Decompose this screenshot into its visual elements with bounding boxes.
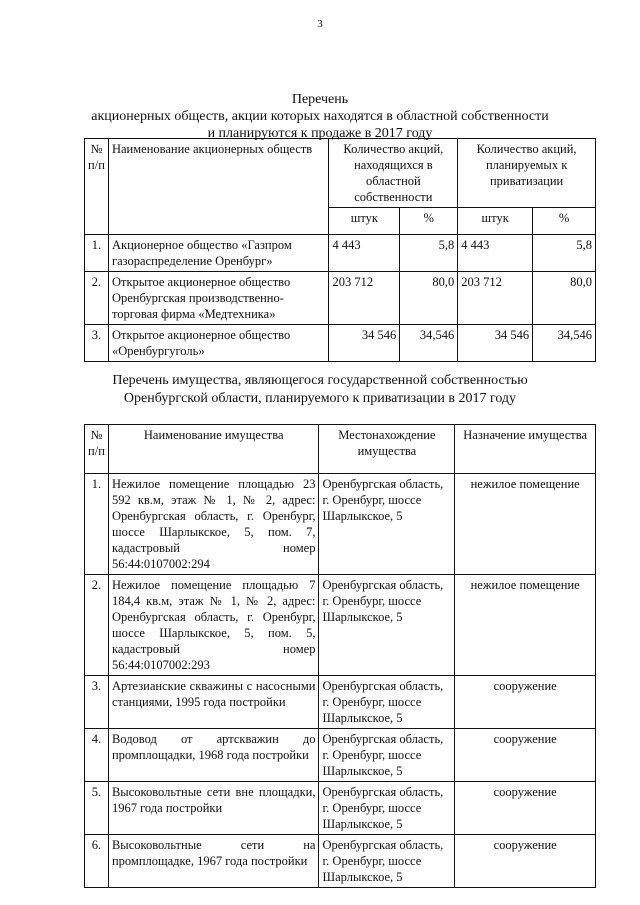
row-name: Акционерное общество «Газпром газораспределение Оренбург» [108, 235, 328, 272]
row-owned-pct: 34,546 [400, 325, 458, 362]
table-row [85, 235, 596, 272]
row-num: 5. [85, 782, 109, 835]
header-owned: Количество акций, находящихся в областной собственности [329, 139, 458, 208]
table-header-row [85, 425, 596, 474]
row-plan-pct: 5,8 [533, 235, 596, 272]
section1-title [0, 91, 640, 142]
header-planned-pcs: штук [458, 208, 533, 235]
table-row [85, 676, 596, 729]
header-name: Наименование имущества [108, 425, 319, 474]
row-num: 6. [85, 835, 109, 888]
row-num: 4. [85, 729, 109, 782]
row-name: Высоковольтные сети вне площадки, 1967 года постройки [108, 782, 319, 835]
row-name: Водовод от артскважин до промплощадки, 1968 года постройки [108, 729, 319, 782]
table-row [85, 729, 596, 782]
row-name: Артезианские скважины с насосными станциями, 1995 года постройки [108, 676, 319, 729]
header-owned-pct: % [400, 208, 458, 235]
row-num: 1. [85, 235, 109, 272]
table-row [85, 782, 596, 835]
table-row [85, 575, 596, 676]
section2-title-line: Перечень имущества, являющегося государственной собственностью [112, 373, 528, 388]
row-location: Оренбургская область, г. Оренбург, шоссе Шарлыкское, 5 [319, 835, 455, 888]
row-owned-pcs: 34 546 [329, 325, 400, 362]
row-owned-pct: 5,8 [400, 235, 458, 272]
row-owned-pcs: 203 712 [329, 272, 400, 325]
header-num: № п/п [85, 139, 109, 235]
row-purpose: сооружение [455, 835, 596, 888]
row-location: Оренбургская область, г. Оренбург, шоссе Шарлыкское, 5 [319, 729, 455, 782]
row-num: 2. [85, 575, 109, 676]
section1-title-line: и планируются к продаже в 2017 году [207, 126, 433, 141]
table-header-row [85, 139, 596, 208]
header-location: Местонахождение имущества [319, 425, 455, 474]
row-location: Оренбургская область, г. Оренбург, шоссе Шарлыкское, 5 [319, 676, 455, 729]
shares-table [84, 138, 596, 362]
row-name: Открытое акционерное общество «Оренбургуголь» [108, 325, 328, 362]
header-num: № п/п [85, 425, 109, 474]
row-num: 1. [85, 474, 109, 575]
row-num: 2. [85, 272, 109, 325]
row-purpose: нежилое помещение [455, 575, 596, 676]
header-planned: Количество акций, планируемых к приватизации [458, 139, 596, 208]
row-location: Оренбургская область, г. Оренбург, шоссе Шарлыкское, 5 [319, 782, 455, 835]
table-row [85, 835, 596, 888]
property-table [84, 424, 596, 888]
section2-title [0, 372, 640, 408]
row-purpose: сооружение [455, 782, 596, 835]
table-row [85, 325, 596, 362]
row-plan-pct: 80,0 [533, 272, 596, 325]
section1-title-line: акционерных обществ, акции которых находятся в областной собственности [91, 109, 549, 124]
row-plan-pcs: 34 546 [458, 325, 533, 362]
section2-title-line: Оренбургской области, планируемого к приватизации в 2017 году [123, 391, 517, 406]
row-num: 3. [85, 325, 109, 362]
table-row [85, 272, 596, 325]
row-owned-pct: 80,0 [400, 272, 458, 325]
row-name: Нежилое помещение площадью 7 184,4 кв.м, этаж № 1, № 2, адрес: Оренбургская область, г. Оренбург, шоссе Шарлыкское, 5, пом. 5, кадастровый номер 56:44:0107002:293 [108, 575, 319, 676]
row-location: Оренбургская область, г. Оренбург, шоссе Шарлыкское, 5 [319, 575, 455, 676]
row-name: Открытое акционерное общество Оренбургская производственно-торговая фирма «Медтехника» [108, 272, 328, 325]
header-planned-pct: % [533, 208, 596, 235]
row-owned-pcs: 4 443 [329, 235, 400, 272]
row-purpose: нежилое помещение [455, 474, 596, 575]
row-name: Нежилое помещение площадью 23 592 кв.м, этаж № 1, № 2, адрес: Оренбургская область, г. Оренбург, шоссе Шарлыкское, 5, пом. 7, кадастровый номер 56:44:0107002:294 [108, 474, 319, 575]
row-plan-pct: 34,546 [533, 325, 596, 362]
header-purpose: Назначение имущества [455, 425, 596, 474]
header-name: Наименование акционерных обществ [108, 139, 328, 235]
section1-title-line: Перечень [291, 92, 349, 107]
row-name: Высоковольтные сети на промплощадке, 1967 года постройки [108, 835, 319, 888]
table-row [85, 474, 596, 575]
row-purpose: сооружение [455, 729, 596, 782]
row-num: 3. [85, 676, 109, 729]
row-plan-pcs: 203 712 [458, 272, 533, 325]
row-location: Оренбургская область, г. Оренбург, шоссе Шарлыкское, 5 [319, 474, 455, 575]
header-owned-pcs: штук [329, 208, 400, 235]
page-number: 3 [317, 18, 323, 30]
row-purpose: сооружение [455, 676, 596, 729]
row-plan-pcs: 4 443 [458, 235, 533, 272]
